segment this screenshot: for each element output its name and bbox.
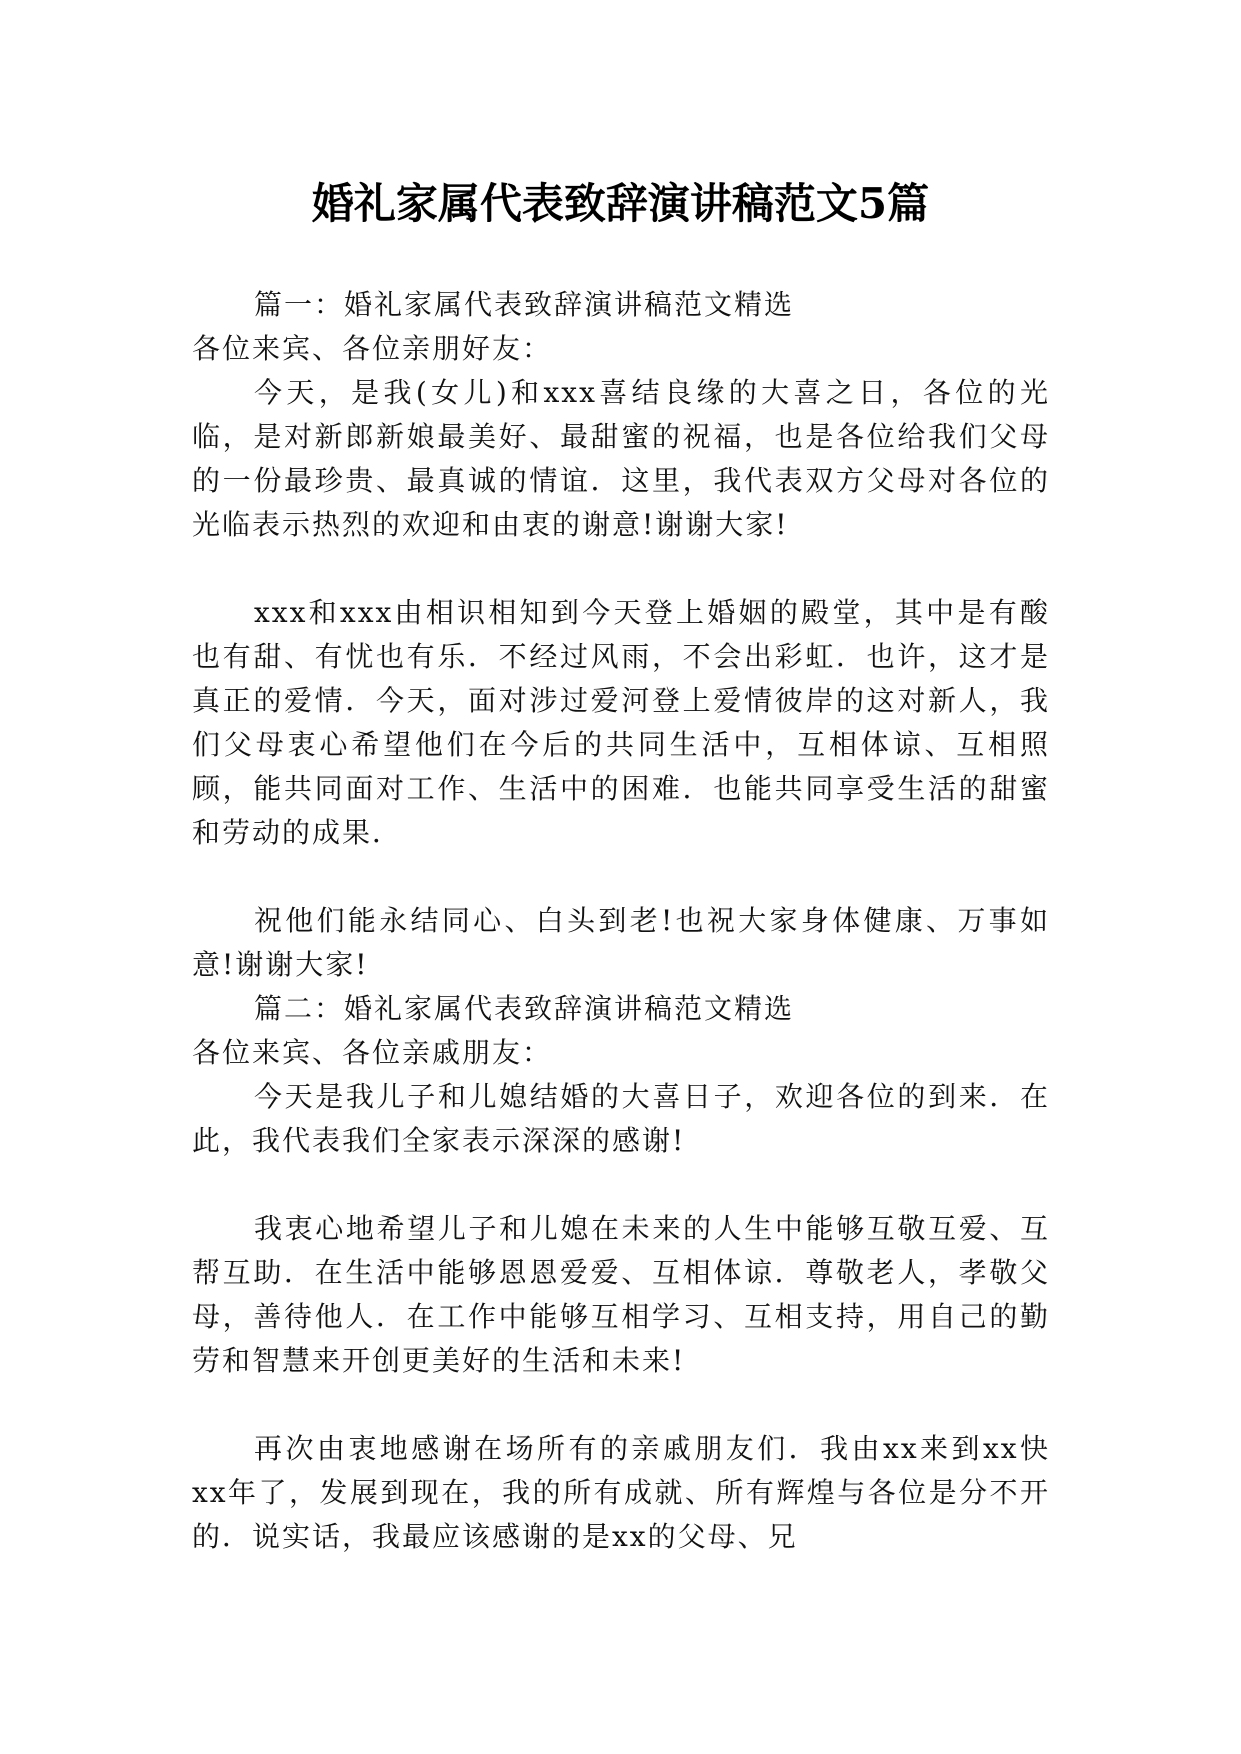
document-body [192,283,1050,1559]
paragraph: 今天是我儿子和儿媳结婚的大喜日子，欢迎各位的到来．在此，我代表我们全家表示深深的感谢! [192,1080,1050,1157]
paragraph: 今天，是我(女儿)和xxx喜结良缘的大喜之日，各位的光临，是对新郎新娘最美好、最甜蜜的祝福，也是各位给我们父母的一份最珍贵、最真诚的情谊．这里，我代表双方父母对各位的光临表示热烈的欢迎和由衷的谢意!谢谢大家! [192,376,1050,541]
paragraph: xxx和xxx由相识相知到今天登上婚姻的殿堂，其中是有酸也有甜、有忧也有乐．不经过风雨，不会出彩虹．也许，这才是真正的爱情．今天，面对涉过爱河登上爱情彼岸的这对新人，我们父母衷心希望他们在今后的共同生活中，互相体谅、互相照顾，能共同面对工作、生活中的困难．也能共同享受生活的甜蜜和劳动的成果． [192,596,1050,849]
paragraph: 各位来宾、各位亲朋好友： [192,332,553,365]
paragraph: 我衷心地希望儿子和儿媳在未来的人生中能够互敬互爱、互帮互助．在生活中能够恩恩爱爱、互相体谅．尊敬老人，孝敬父母，善待他人．在工作中能够互相学习、互相支持，用自己的勤劳和智慧来开创更美好的生活和未来! [192,1212,1050,1377]
paragraph: 再次由衷地感谢在场所有的亲戚朋友们．我由xx来到xx快xx年了，发展到现在，我的所有成就、所有辉煌与各位是分不开的．说实话，我最应该感谢的是xx的父母、兄 [192,1432,1050,1553]
paragraph: 祝他们能永结同心、白头到老!也祝大家身体健康、万事如意!谢谢大家! [192,904,1050,981]
document-title: 婚礼家属代表致辞演讲稿范文5篇 [311,179,930,228]
paragraph: 各位来宾、各位亲戚朋友： [192,1036,553,1069]
paragraph: 篇二：婚礼家属代表致辞演讲稿范文精选 [254,992,795,1025]
paragraph: 篇一：婚礼家属代表致辞演讲稿范文精选 [254,288,795,321]
